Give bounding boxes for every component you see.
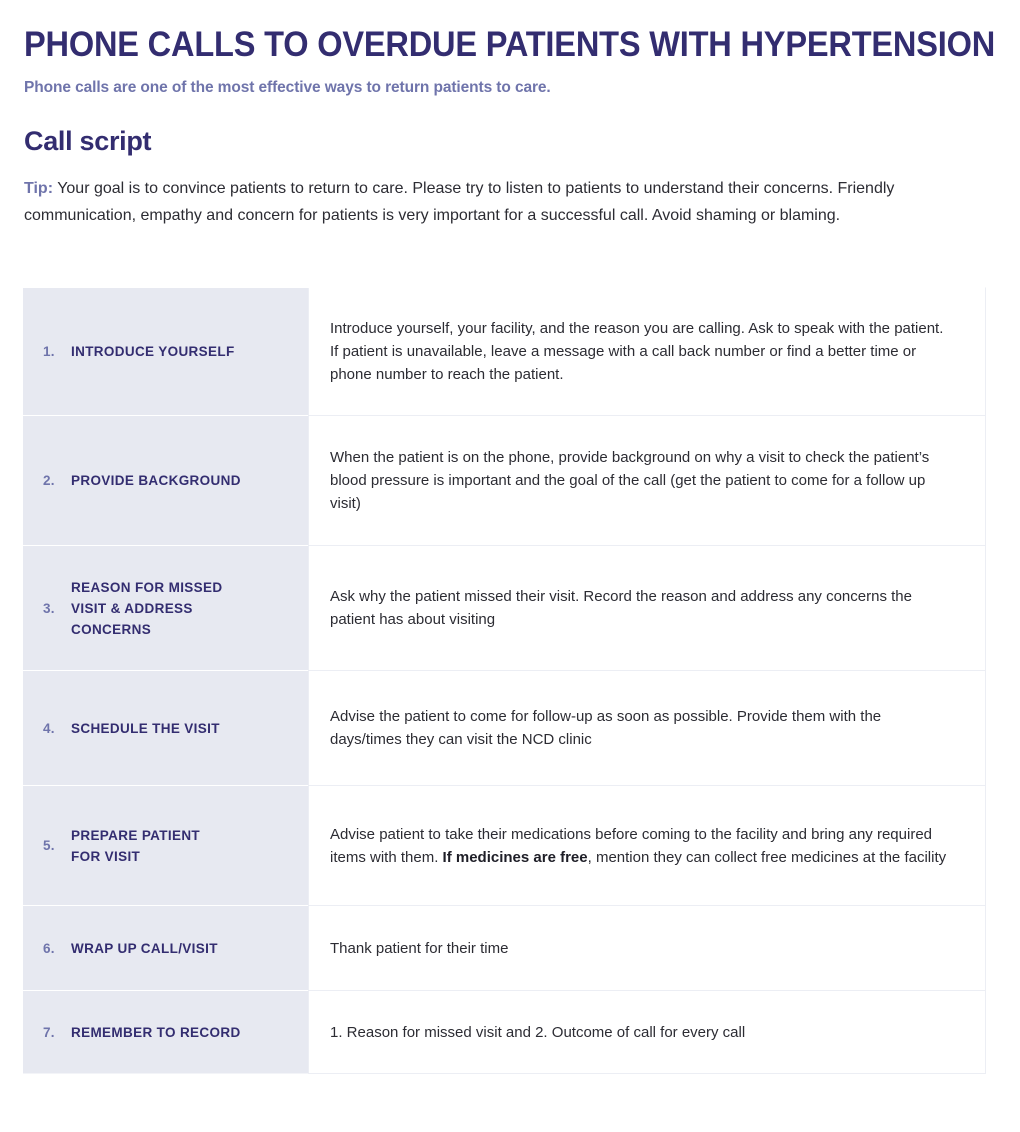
description-text-emphasis: If medicines are free <box>442 848 588 866</box>
page-title: PHONE CALLS TO OVERDUE PATIENTS WITH HYPERTENSION <box>24 25 996 64</box>
call-script-table <box>23 287 986 1074</box>
step-number: 4. <box>43 720 55 736</box>
description-text: Ask why the patient missed their visit. Record the reason and address any concerns the patient has about visiting <box>330 588 912 628</box>
description-text: 1. Reason for missed visit and 2. Outcome of call for every call <box>330 1023 746 1041</box>
description-cell <box>308 786 985 906</box>
table-row <box>23 288 985 416</box>
step-label: INTRODUCE YOURSELF <box>71 344 235 359</box>
description-text-after: , mention they can collect free medicines at the facility <box>587 848 947 866</box>
step-cell <box>23 671 308 786</box>
step-number: 7. <box>43 1024 55 1040</box>
tip-label: Tip: <box>24 180 54 197</box>
step-label: WRAP UP CALL/VISIT <box>71 940 218 956</box>
step-cell <box>23 288 308 416</box>
description-cell <box>308 546 985 671</box>
step-cell <box>23 786 308 906</box>
description-cell <box>308 991 985 1074</box>
tip-paragraph <box>24 175 974 229</box>
table-row <box>23 991 985 1074</box>
step-cell <box>23 991 308 1074</box>
page-subtitle: Phone calls are one of the most effective ways to return patients to care. <box>24 79 551 96</box>
description-cell <box>308 288 985 416</box>
step-number: 6. <box>43 940 55 956</box>
step-label: PROVIDE BACKGROUND <box>71 473 241 488</box>
description-text: When the patient is on the phone, provide background on why a visit to check the patient’s blood pressure is important and the goal of the call (get the patient to come for a follow up visit) <box>330 449 930 512</box>
step-label: PREPARE PATIENT FOR VISIT <box>71 827 201 864</box>
step-cell <box>23 416 308 546</box>
step-label: REMEMBER TO RECORD <box>71 1024 241 1040</box>
step-number: 1. <box>43 344 55 359</box>
step-cell <box>23 906 308 991</box>
description-cell <box>308 671 985 786</box>
description-cell <box>308 416 985 546</box>
description-text: Thank patient for their time <box>330 939 509 957</box>
table-row <box>23 786 985 906</box>
table-row <box>23 671 985 786</box>
description-text: Advise the patient to come for follow-up as soon as possible. Provide them with the days/times they can visit the NCD clinic <box>330 708 882 748</box>
tip-body-text: Your goal is to convince patients to return to care. Please try to listen to patients to understand their concerns. Friendly communication, empathy and concern for patients is very important for a successful call. Avoid shaming or blaming. <box>24 180 895 224</box>
step-label: SCHEDULE THE VISIT <box>71 720 220 736</box>
table-row <box>23 906 985 991</box>
step-cell <box>23 546 308 671</box>
step-number: 3. <box>43 600 55 616</box>
section-heading-call-script: Call script <box>24 126 152 156</box>
step-number: 2. <box>43 473 55 488</box>
step-number: 5. <box>43 838 55 853</box>
table-row <box>23 546 985 671</box>
step-label: REASON FOR MISSED VISIT & ADDRESS CONCERNS <box>71 579 223 637</box>
description-text-before: Advise patient to take their medications before coming to the facility and bring any required items with them. <box>330 825 933 866</box>
table-row <box>23 416 985 546</box>
description-text <box>330 823 951 869</box>
description-text: Introduce yourself, your facility, and the reason you are calling. Ask to speak with the patient. If patient is unavailable, leave a message with a call back number or find a better time or phone number to reach the patient. <box>330 320 944 383</box>
description-cell <box>308 906 985 991</box>
